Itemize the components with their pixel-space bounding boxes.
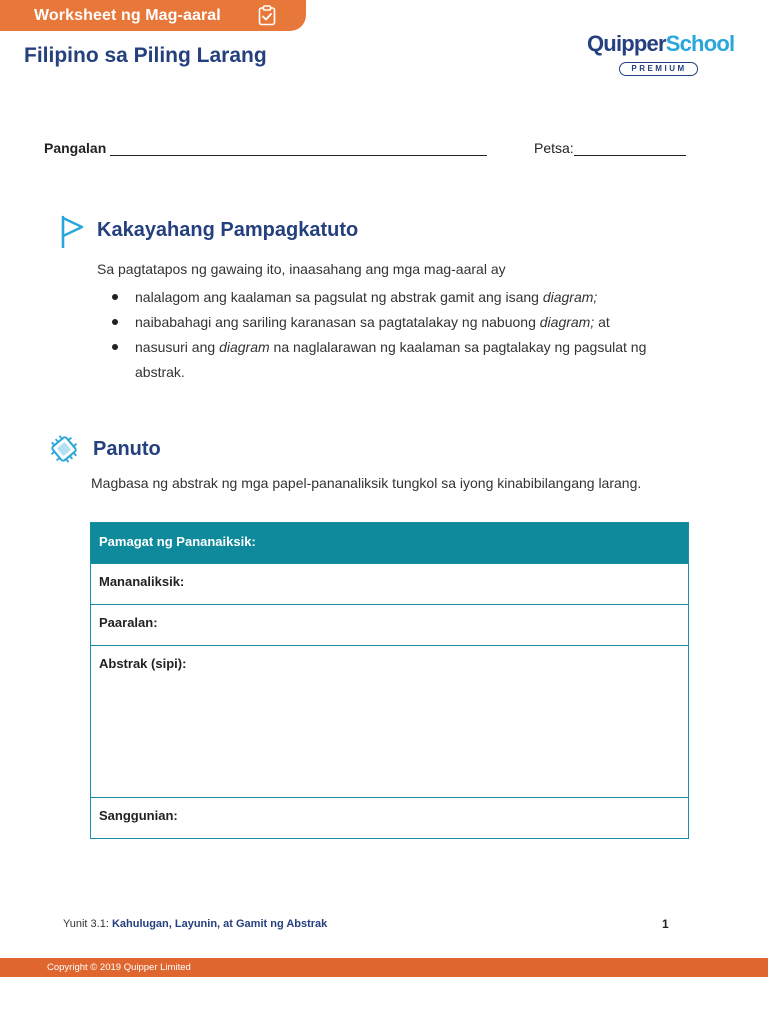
page-number: 1: [662, 917, 669, 931]
quipper-school-logo: [587, 30, 735, 76]
list-item: naibabahagi ang sariling karanasan sa pagtatalakay ng nabuong diagram; at: [112, 310, 672, 335]
table-row-school[interactable]: Paaralan:: [91, 604, 688, 645]
table-row-abstract[interactable]: Abstrak (sipi):: [91, 645, 688, 797]
instructions-title: Panuto: [93, 438, 161, 460]
flag-icon: [60, 215, 84, 248]
list-item: nalalagom ang kaalaman sa pagsulat ng abstrak gamit ang isang diagram;: [112, 285, 672, 310]
competency-intro: Sa pagtatapos ng gawaing ito, inaasahang ang mga mag-aaral ay: [97, 261, 506, 277]
brand-tier-badge: PREMIUM: [619, 62, 698, 76]
brand-wordmark: [587, 30, 735, 58]
research-form-table: [90, 522, 689, 839]
name-field[interactable]: [44, 140, 487, 156]
footer-unit: [63, 918, 327, 930]
footer-unit-prefix: Yunit 3.1:: [63, 918, 112, 930]
brand-school: School: [665, 31, 735, 56]
instructions-text: Magbasa ng abstrak ng mga papel-pananaliksik tungkol sa iyong kinabibilangang larang.: [91, 475, 642, 491]
worksheet-tab-title: Worksheet ng Mag-aaral: [34, 6, 221, 24]
date-field[interactable]: [534, 140, 686, 156]
table-row-references[interactable]: Sanggunian:: [91, 797, 688, 838]
date-label: Petsa:: [534, 140, 574, 156]
date-blank[interactable]: [574, 141, 686, 156]
brand-quipper: Quipper: [587, 31, 666, 56]
copyright-bar: [0, 958, 768, 977]
copyright-text: Copyright © 2019 Quipper Limited: [47, 962, 191, 973]
competency-title: Kakayahang Pampagkatuto: [97, 219, 359, 241]
footer-unit-title: Kahulugan, Layunin, at Gamit ng Abstrak: [111, 918, 328, 930]
subject-title: Filipino sa Piling Larang: [24, 44, 267, 67]
name-blank[interactable]: [110, 141, 487, 156]
name-label: Pangalan: [44, 140, 107, 156]
table-header-title: Pamagat ng Pananaiksik:: [91, 523, 688, 563]
table-row-researcher[interactable]: Mananaliksik:: [91, 563, 688, 604]
clipboard-icon: [258, 5, 276, 26]
list-item: nasusuri ang diagram na naglalarawan ng kaalaman sa pagtalakay ng pagsulat ng abstrak.: [112, 335, 672, 385]
competency-list: [112, 285, 672, 385]
worksheet-tab: [0, 0, 306, 31]
ai-chip-icon: [47, 432, 81, 466]
